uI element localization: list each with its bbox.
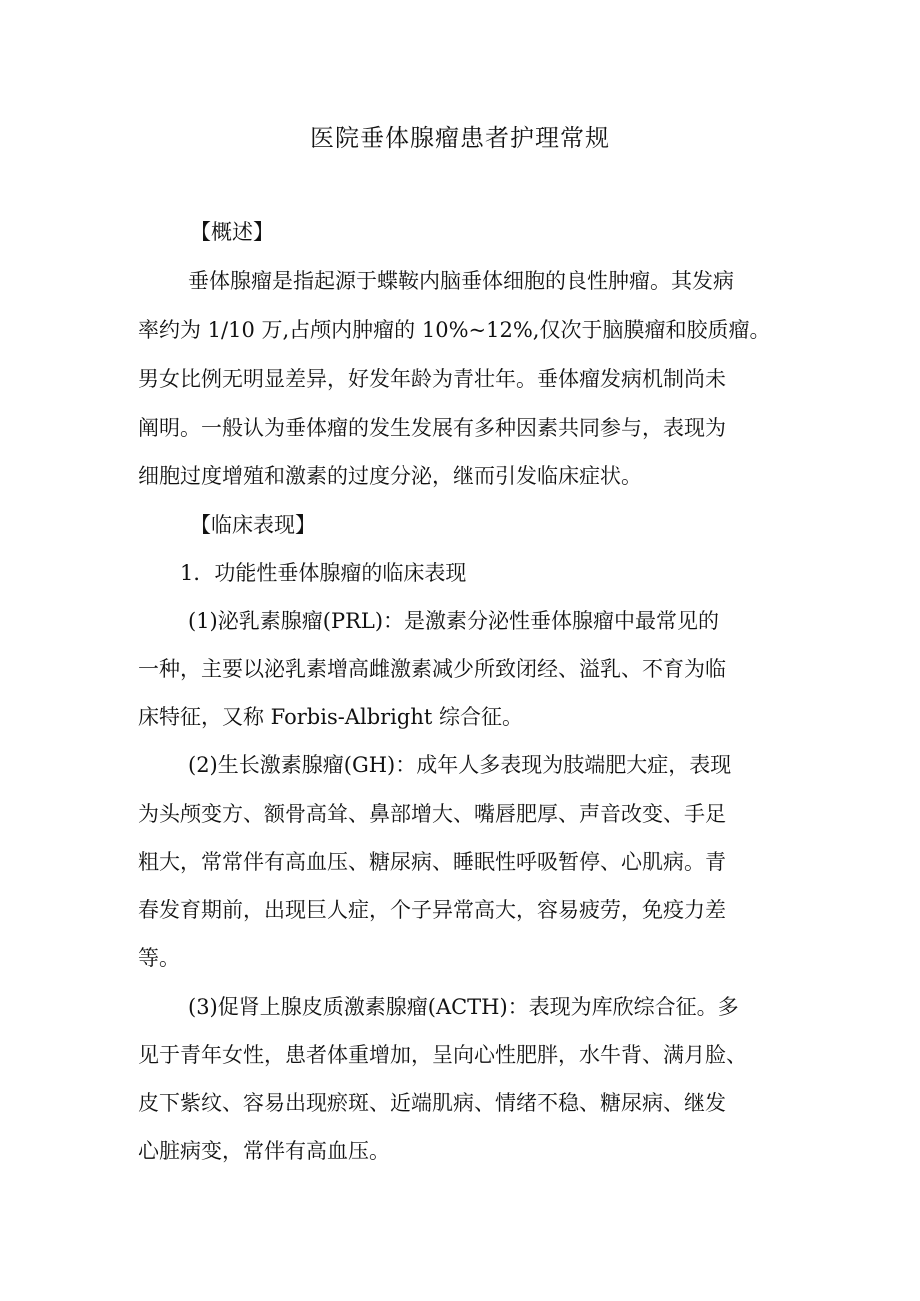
prl-line: 床特征，又称 Forbis-Albright 综合征。	[138, 705, 523, 729]
acth-line: 心脏病变，常伴有高血压。	[138, 1139, 390, 1163]
overview-line: 男女比例无明显差异，好发年龄为青壮年。垂体瘤发病机制尚未	[138, 367, 726, 391]
gh-line: 春发育期前，出现巨人症，个子异常高大，容易疲劳，免疫力差	[138, 898, 726, 922]
overview-line: 阐明。一般认为垂体瘤的发生发展有多种因素共同参与，表现为	[138, 416, 726, 440]
gh-line: 等。	[138, 946, 180, 970]
acth-line: 见于青年女性，患者体重增加，呈向心性肥胖，水牛背、满月脸、	[138, 1043, 747, 1067]
overview-line: 细胞过度增殖和激素的过度分泌，继而引发临床症状。	[138, 464, 642, 488]
gh-line: 为头颅变方、额骨高耸、鼻部增大、嘴唇肥厚、声音改变、手足	[138, 802, 726, 826]
section-heading-overview: 【概述】	[190, 220, 274, 244]
overview-line: 垂体腺瘤是指起源于蝶鞍内脑垂体细胞的良性肿瘤。其发病	[188, 269, 734, 293]
gh-line: (2)生长激素腺瘤(GH)：成年人多表现为肢端肥大症，表现	[188, 753, 732, 777]
gh-line: 粗大，常常伴有高血压、糖尿病、睡眠性呼吸暂停、心肌病。青	[138, 850, 726, 874]
overview-line: 率约为 1/10 万,占颅内肿瘤的 10%~12%,仅次于脑膜瘤和胶质瘤。	[138, 318, 771, 342]
acth-line: (3)促肾上腺皮质激素腺瘤(ACTH)：表现为库欣综合征。多	[188, 995, 739, 1019]
prl-line: (1)泌乳素腺瘤(PRL)：是激素分泌性垂体腺瘤中最常见的	[188, 609, 720, 633]
acth-line: 皮下紫纹、容易出现瘀斑、近端肌病、情绪不稳、糖尿病、继发	[138, 1091, 726, 1115]
document-title: 医院垂体腺瘤患者护理常规	[310, 124, 610, 152]
section-heading-clinical: 【临床表现】	[190, 513, 316, 537]
subheading-functional-adenoma: 1．功能性垂体腺瘤的临床表现	[180, 561, 467, 585]
prl-line: 一种，主要以泌乳素增高雌激素减少所致闭经、溢乳、不育为临	[138, 657, 726, 681]
